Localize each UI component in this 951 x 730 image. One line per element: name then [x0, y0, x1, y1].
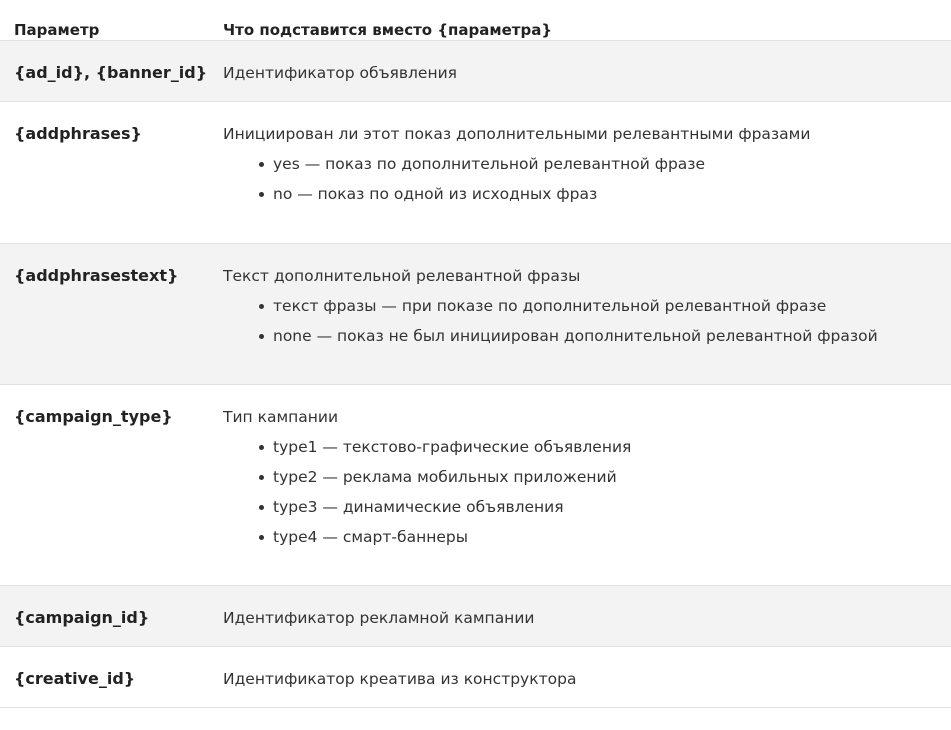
param-cell — [0, 40, 223, 101]
param-description: Тип кампании — [223, 407, 339, 426]
list-item: yes — показ по дополнительной релевантной фразе — [273, 154, 951, 174]
list-item: type3 — динамические объявления — [273, 497, 951, 517]
param-description: Идентификатор объявления — [223, 63, 457, 82]
param-cell — [0, 646, 223, 707]
value-list — [223, 296, 951, 346]
value-list — [223, 437, 951, 547]
table-row — [0, 384, 951, 585]
param-cell — [0, 243, 223, 384]
table-body — [0, 40, 951, 707]
table-header — [0, 0, 951, 40]
list-item: type4 — смарт-баннеры — [273, 527, 951, 547]
param-name: {creative_id} — [14, 668, 136, 688]
param-cell — [0, 384, 223, 585]
desc-cell — [223, 384, 951, 585]
desc-cell — [223, 243, 951, 384]
param-cell — [0, 585, 223, 646]
table-row — [0, 101, 951, 243]
param-name: {addphrases} — [14, 123, 142, 143]
param-description: Текст дополнительной релевантной фразы — [223, 266, 581, 285]
value-list — [223, 154, 951, 204]
param-description: Инициирован ли этот показ дополнительными релевантными фразами — [223, 124, 811, 143]
desc-cell — [223, 646, 951, 707]
desc-cell — [223, 585, 951, 646]
table-row — [0, 243, 951, 384]
param-name: {campaign_id} — [14, 607, 150, 627]
header-description: Что подставится вместо {параметра} — [223, 21, 553, 39]
param-description: Идентификатор креатива из конструктора — [223, 669, 577, 688]
desc-cell — [223, 40, 951, 101]
param-name: {addphrasestext} — [14, 265, 179, 285]
list-item: текст фразы — при показе по дополнительной релевантной фразе — [273, 296, 951, 316]
param-description: Идентификатор рекламной кампании — [223, 608, 535, 627]
param-name: {campaign_type} — [14, 406, 173, 426]
desc-cell — [223, 101, 951, 243]
list-item: type1 — текстово-графические объявления — [273, 437, 951, 457]
table-row — [0, 40, 951, 101]
header-param: Параметр — [14, 21, 100, 39]
param-name: {ad_id}, {banner_id} — [14, 62, 208, 82]
list-item: no — показ по одной из исходных фраз — [273, 184, 951, 204]
table-row — [0, 585, 951, 646]
table-row — [0, 646, 951, 707]
list-item: type2 — реклама мобильных приложений — [273, 467, 951, 487]
param-cell — [0, 101, 223, 243]
list-item: none — показ не был инициирован дополнительной релевантной фразой — [273, 326, 951, 346]
header-row — [0, 0, 951, 40]
